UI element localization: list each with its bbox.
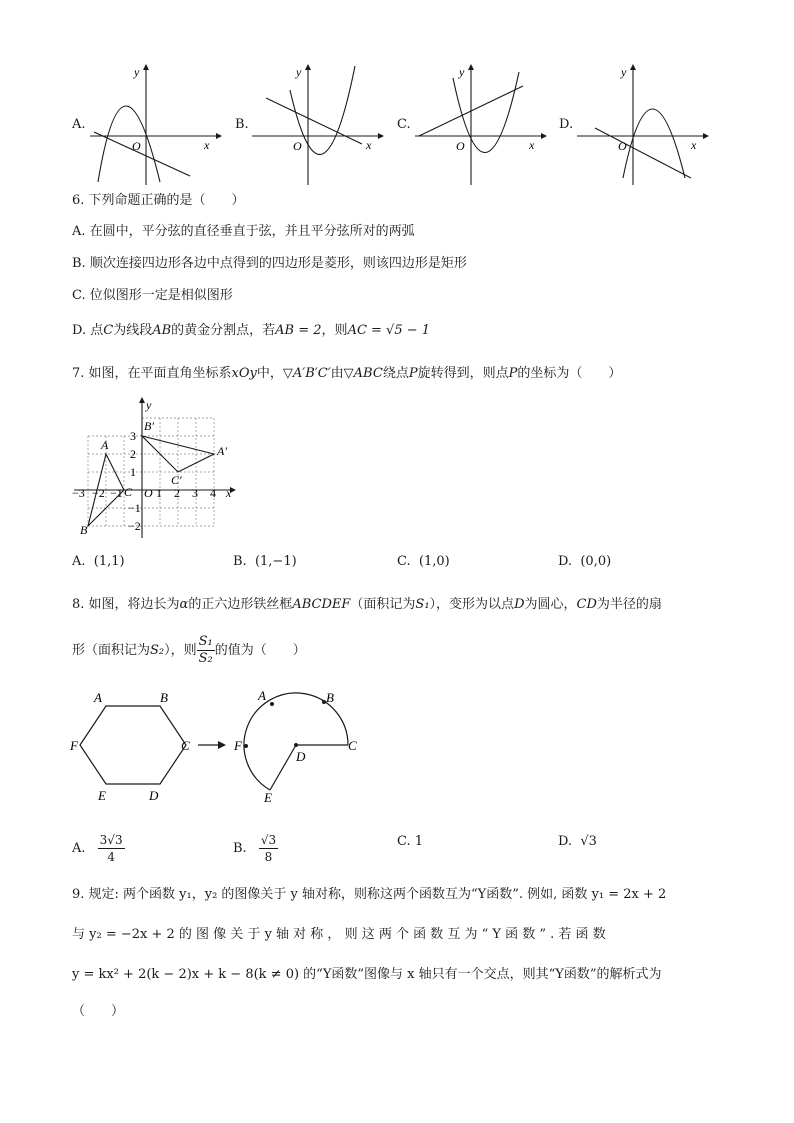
svg-text:4: 4 (210, 486, 216, 500)
svg-text:y: y (296, 65, 302, 79)
svg-text:D: D (149, 788, 159, 803)
q8-option-c[interactable]: C. 1 (397, 834, 424, 849)
q7-stem: 7. 如图，在平面直角坐标系xOy中，▽A′B′C′由▽ABC绕点P旋转得到，则点P的坐标为（ ） (72, 366, 622, 381)
svg-text:−2: −2 (92, 486, 105, 500)
svg-text:−3: −3 (72, 486, 85, 500)
q5-graph-c (413, 60, 548, 190)
q6-option-d: D. 点C为线段AB的黄金分割点，若AB = 2，则AC = √5 − 1 (72, 323, 431, 338)
svg-text:2: 2 (130, 447, 136, 461)
q5-option-a-label: A. (72, 117, 86, 132)
svg-text:1: 1 (156, 486, 162, 500)
svg-text:2: 2 (174, 486, 180, 500)
q5-graph-d (575, 60, 710, 190)
svg-text:B′: B′ (144, 419, 154, 433)
svg-text:O: O (293, 139, 302, 153)
q7-option-b[interactable]: B. (1,−1) (233, 554, 297, 569)
svg-text:E: E (98, 788, 106, 803)
q9-line3: y = kx² + 2(k − 2)x + k − 8(k ≠ 0) 的“Y函数”图像与 x 轴只有一个交点，则其“Y函数”的解析式为 (72, 967, 662, 982)
q5-graph-a (88, 60, 223, 190)
q5-option-c-label: C. (397, 117, 411, 132)
svg-text:A: A (258, 688, 266, 703)
svg-text:F: F (234, 738, 242, 753)
svg-text:y: y (459, 65, 465, 79)
q6-option-a: A. 在圆中，平分弦的直径垂直于弦，并且平分弦所对的两弧 (72, 224, 415, 239)
svg-text:−1: −1 (128, 501, 141, 515)
svg-text:x: x (691, 138, 697, 152)
svg-text:y: y (621, 65, 627, 79)
q6-option-c: C. 位似图形一定是相似图形 (72, 288, 233, 303)
svg-text:3: 3 (192, 486, 198, 500)
svg-text:A: A (94, 690, 102, 705)
svg-text:C: C (348, 738, 357, 753)
q9-line2: 与 y₂ = −2x + 2 的 图 像 关 于 y 轴 对 称 ， 则 这 两 个 函 数 互 为 “ Y 函 数 ” . 若 函 数 (72, 927, 606, 942)
q8-option-a[interactable]: A. $\frac{3√3}{4}$ (72, 833, 123, 864)
q7-option-d[interactable]: D. (0,0) (558, 554, 612, 569)
q8-option-b[interactable]: B. $\frac{√3}{8}$ (233, 833, 277, 864)
q8-hexagon-figure (68, 688, 368, 808)
svg-text:A: A (101, 438, 109, 452)
svg-text:3: 3 (130, 429, 136, 443)
q8-option-d[interactable]: D. √3 (558, 834, 597, 849)
svg-text:E: E (264, 790, 272, 805)
q5a-y-label: y (134, 65, 140, 79)
q8-stem-line2: 形（面积记为S₂），则 $\frac{\text{S₁}}{\text{S₂}}$ 的值为（ ） (72, 634, 306, 666)
svg-text:B: B (326, 690, 334, 705)
svg-text:x: x (529, 138, 535, 152)
svg-text:O: O (144, 486, 153, 500)
svg-text:B: B (80, 523, 88, 537)
svg-text:O: O (456, 139, 465, 153)
q7-option-c[interactable]: C. (1,0) (397, 554, 450, 569)
svg-text:x: x (366, 138, 372, 152)
svg-text:−2: −2 (128, 519, 141, 533)
svg-text:−1: −1 (110, 486, 123, 500)
q7-option-a[interactable]: A. (1,1) (72, 554, 125, 569)
q5a-origin-label: O (132, 139, 141, 153)
svg-text:O: O (618, 139, 627, 153)
q9-line4: （ ） (72, 1004, 125, 1019)
svg-text:D: D (296, 749, 306, 764)
q8-stem-line1: 8. 如图，将边长为α的正六边形铁丝框ABCDEF（面积记为S₁），变形为以点D为圆心，CD为半径的扇 (72, 597, 662, 612)
svg-text:C′: C′ (171, 473, 182, 487)
q5-graph-b (250, 60, 385, 190)
q5-option-d-label: D. (559, 117, 574, 132)
svg-text:A′: A′ (217, 444, 227, 458)
svg-text:C: C (124, 485, 133, 499)
q8-fraction: $\frac{\text{S₁}}{\text{S₂}}$ (198, 634, 213, 666)
svg-text:F: F (70, 738, 78, 753)
svg-text:x: x (226, 486, 232, 500)
q9-line1: 9. 规定: 两个函数 y₁，y₂ 的图像关于 y 轴对称，则称这两个函数互为“Y函数”. 例如, 函数 y₁ = 2x + 2 (72, 887, 667, 902)
svg-text:B: B (160, 690, 168, 705)
svg-text:y: y (146, 398, 152, 412)
q6-option-b: B. 顺次连接四边形各边中点得到的四边形是菱形，则该四边形是矩形 (72, 256, 467, 271)
q7-coordinate-figure (70, 393, 245, 543)
svg-text:1: 1 (130, 465, 136, 479)
q6-stem: 6. 下列命题正确的是（ ） (72, 193, 245, 208)
svg-text:C: C (181, 738, 190, 753)
q5-option-b-label: B. (235, 117, 249, 132)
q5a-x-label: x (204, 138, 210, 152)
